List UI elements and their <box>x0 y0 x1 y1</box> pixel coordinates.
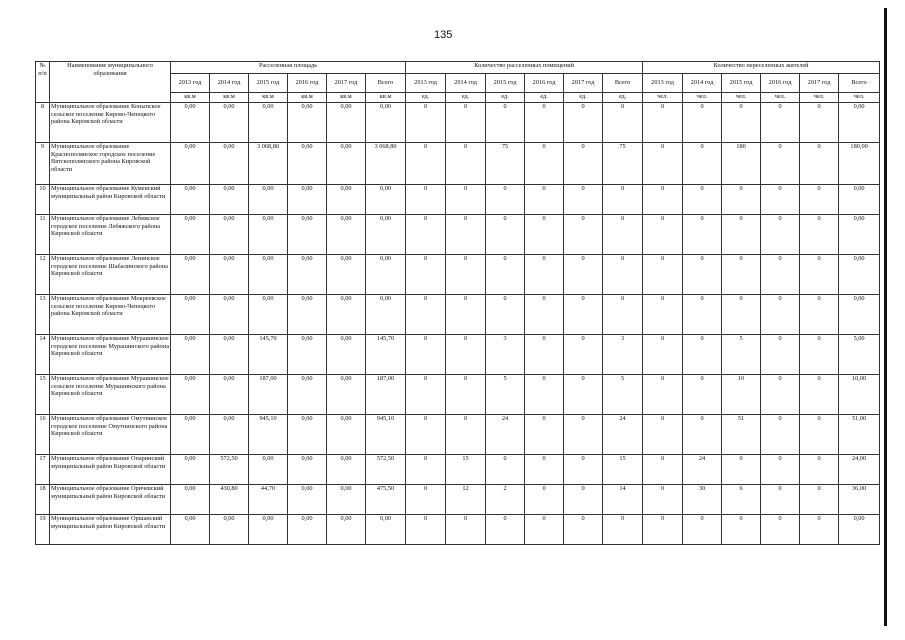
row-number: 8 <box>36 103 50 143</box>
people-cell: 0 <box>800 185 839 215</box>
people-cell: 180,00 <box>839 143 880 185</box>
area-cell: 0,00 <box>171 375 210 415</box>
row-number: 16 <box>36 415 50 455</box>
header-year-area: Всего <box>366 74 406 93</box>
row-number: 15 <box>36 375 50 415</box>
header-unit-rooms: ед. <box>603 93 643 103</box>
rooms-cell: 0 <box>406 375 446 415</box>
row-number: 11 <box>36 215 50 255</box>
people-cell: 0 <box>683 335 722 375</box>
rooms-cell: 5 <box>486 375 525 415</box>
municipality-name: Муниципальное образование Лебяжское городское поселение Лебяжского района Кировской области <box>50 215 171 255</box>
rooms-cell: 0 <box>406 185 446 215</box>
table-row <box>36 455 880 485</box>
rooms-cell: 0 <box>486 515 525 545</box>
header-year-area: 2014 год <box>210 74 249 93</box>
table-row <box>36 215 880 255</box>
people-cell: 0 <box>643 103 683 143</box>
people-cell: 0 <box>683 255 722 295</box>
rooms-cell: 0 <box>525 185 564 215</box>
people-cell: 0 <box>683 215 722 255</box>
area-cell: 0,00 <box>327 185 366 215</box>
rooms-cell: 0 <box>486 255 525 295</box>
area-cell: 0,00 <box>210 215 249 255</box>
people-cell: 0 <box>800 143 839 185</box>
area-cell: 0,00 <box>210 515 249 545</box>
rooms-cell: 0 <box>486 295 525 335</box>
rooms-cell: 24 <box>603 415 643 455</box>
rooms-cell: 0 <box>446 215 486 255</box>
people-cell: 0 <box>722 185 761 215</box>
rooms-cell: 0 <box>525 295 564 335</box>
people-cell: 0 <box>800 415 839 455</box>
area-cell: 0,00 <box>288 295 327 335</box>
header-unit-people: чел. <box>722 93 761 103</box>
area-cell: 0,00 <box>210 143 249 185</box>
area-cell: 0,00 <box>366 295 406 335</box>
rooms-cell: 75 <box>603 143 643 185</box>
people-cell: 24,00 <box>839 455 880 485</box>
header-unit-people: чел. <box>839 93 880 103</box>
municipality-name: Муниципальное образование Краснополянское городское поселение Вятскополянского района Кировской области <box>50 143 171 185</box>
rooms-cell: 3 <box>486 335 525 375</box>
header-group-rooms: Количество расселенных помещений <box>406 62 643 74</box>
area-cell: 0,00 <box>171 143 210 185</box>
area-cell: 0,00 <box>249 103 288 143</box>
rooms-cell: 0 <box>564 143 603 185</box>
municipality-name: Муниципальное образование Омутнинское городское поселение Омутнинского района Кировской области <box>50 415 171 455</box>
area-cell: 945,10 <box>249 415 288 455</box>
area-cell: 0,00 <box>327 215 366 255</box>
area-cell: 0,00 <box>210 185 249 215</box>
area-cell: 0,00 <box>210 335 249 375</box>
area-cell: 44,70 <box>249 485 288 515</box>
area-cell: 0,00 <box>210 103 249 143</box>
people-cell: 36,00 <box>839 485 880 515</box>
people-cell: 0 <box>683 143 722 185</box>
resettlement-table <box>35 61 880 545</box>
header-unit-area: кв.м <box>327 93 366 103</box>
area-cell: 0,00 <box>210 295 249 335</box>
header-year-area: 2016 год <box>288 74 327 93</box>
people-cell: 0 <box>643 415 683 455</box>
rooms-cell: 0 <box>564 295 603 335</box>
rooms-cell: 0 <box>446 185 486 215</box>
people-cell: 0 <box>800 375 839 415</box>
rooms-cell: 0 <box>486 103 525 143</box>
table-row <box>36 485 880 515</box>
rooms-cell: 0 <box>525 335 564 375</box>
people-cell: 0 <box>761 255 800 295</box>
area-cell: 0,00 <box>288 485 327 515</box>
rooms-cell: 75 <box>486 143 525 185</box>
rooms-cell: 0 <box>603 255 643 295</box>
header-year-people: Всего <box>839 74 880 93</box>
people-cell: 0 <box>800 515 839 545</box>
header-unit-rooms: ед. <box>406 93 446 103</box>
area-cell: 0,00 <box>288 455 327 485</box>
area-cell: 572,50 <box>210 455 249 485</box>
rooms-cell: 0 <box>525 255 564 295</box>
people-cell: 0 <box>761 215 800 255</box>
header-year-people: 2016 год <box>761 74 800 93</box>
people-cell: 0 <box>643 375 683 415</box>
row-number: 19 <box>36 515 50 545</box>
rooms-cell: 0 <box>525 215 564 255</box>
people-cell: 24 <box>683 455 722 485</box>
row-number: 9 <box>36 143 50 185</box>
rooms-cell: 2 <box>486 485 525 515</box>
header-unit-people: чел. <box>800 93 839 103</box>
people-cell: 0 <box>643 295 683 335</box>
municipality-name: Муниципальное образование Мурашинское сельское поселение Мурашинского района Кировской области <box>50 375 171 415</box>
header-unit-rooms: ед. <box>446 93 486 103</box>
area-cell: 0,00 <box>288 415 327 455</box>
rooms-cell: 0 <box>564 485 603 515</box>
rooms-cell: 0 <box>525 375 564 415</box>
rooms-cell: 0 <box>525 455 564 485</box>
rooms-cell: 0 <box>564 255 603 295</box>
area-cell: 0,00 <box>171 215 210 255</box>
people-cell: 0 <box>800 485 839 515</box>
header-year-people: 2013 год <box>643 74 683 93</box>
row-number: 18 <box>36 485 50 515</box>
header-unit-rooms: ед. <box>486 93 525 103</box>
rooms-cell: 0 <box>406 415 446 455</box>
page-edge-bar <box>884 8 887 626</box>
municipality-name: Муниципальное образование Куменский муниципальный район Кировской области <box>50 185 171 215</box>
people-cell: 0 <box>800 455 839 485</box>
rooms-cell: 0 <box>446 255 486 295</box>
row-number: 17 <box>36 455 50 485</box>
header-unit-area: кв.м <box>366 93 406 103</box>
rooms-cell: 15 <box>446 455 486 485</box>
people-cell: 0 <box>761 415 800 455</box>
header-name: Наименование муниципального образования <box>50 62 171 103</box>
people-cell: 0 <box>683 103 722 143</box>
rooms-cell: 0 <box>406 455 446 485</box>
area-cell: 0,00 <box>288 215 327 255</box>
rooms-cell: 0 <box>486 215 525 255</box>
area-cell: 0,00 <box>327 485 366 515</box>
rooms-cell: 0 <box>486 455 525 485</box>
header-unit-people: чел. <box>643 93 683 103</box>
area-cell: 0,00 <box>210 255 249 295</box>
rooms-cell: 0 <box>446 415 486 455</box>
rooms-cell: 0 <box>564 335 603 375</box>
header-year-area: 2017 год <box>327 74 366 93</box>
area-cell: 187,00 <box>366 375 406 415</box>
people-cell: 51 <box>722 415 761 455</box>
people-cell: 0 <box>722 103 761 143</box>
row-number: 13 <box>36 295 50 335</box>
area-cell: 475,50 <box>366 485 406 515</box>
area-cell: 0,00 <box>288 103 327 143</box>
header-year-rooms: 2016 год <box>525 74 564 93</box>
area-cell: 0,00 <box>288 185 327 215</box>
people-cell: 0 <box>643 515 683 545</box>
area-cell: 0,00 <box>249 215 288 255</box>
municipality-name: Муниципальное образование Коныпское сельское поселение Кирово-Чепецкого района Кировской области <box>50 103 171 143</box>
area-cell: 0,00 <box>171 515 210 545</box>
area-cell: 0,00 <box>366 215 406 255</box>
row-number: 12 <box>36 255 50 295</box>
rooms-cell: 0 <box>564 375 603 415</box>
area-cell: 0,00 <box>366 255 406 295</box>
header-year-rooms: Всего <box>603 74 643 93</box>
header-year-people: 2017 год <box>800 74 839 93</box>
rooms-cell: 0 <box>406 485 446 515</box>
rooms-cell: 0 <box>564 185 603 215</box>
people-cell: 0 <box>761 185 800 215</box>
area-cell: 0,00 <box>327 515 366 545</box>
rooms-cell: 0 <box>525 415 564 455</box>
people-cell: 0 <box>761 143 800 185</box>
page-number: 135 <box>434 29 453 41</box>
rooms-cell: 24 <box>486 415 525 455</box>
people-cell: 0 <box>800 103 839 143</box>
people-cell: 0,00 <box>839 103 880 143</box>
area-cell: 0,00 <box>171 103 210 143</box>
rooms-cell: 0 <box>406 215 446 255</box>
header-year-rooms: 2015 год <box>486 74 525 93</box>
people-cell: 0,00 <box>839 215 880 255</box>
area-cell: 0,00 <box>288 255 327 295</box>
people-cell: 0 <box>761 103 800 143</box>
area-cell: 3 068,80 <box>366 143 406 185</box>
header-unit-area: кв.м <box>171 93 210 103</box>
area-cell: 0,00 <box>327 455 366 485</box>
rooms-cell: 0 <box>406 335 446 375</box>
people-cell: 5,00 <box>839 335 880 375</box>
table-row <box>36 143 880 185</box>
people-cell: 0 <box>722 295 761 335</box>
rooms-cell: 0 <box>406 515 446 545</box>
people-cell: 10,00 <box>839 375 880 415</box>
people-cell: 0,00 <box>839 295 880 335</box>
rooms-cell: 0 <box>603 103 643 143</box>
rooms-cell: 0 <box>406 295 446 335</box>
people-cell: 180 <box>722 143 761 185</box>
header-year-rooms: 2017 год <box>564 74 603 93</box>
header-group-area: Расселенная площадь <box>171 62 406 74</box>
table-row <box>36 103 880 143</box>
area-cell: 0,00 <box>171 415 210 455</box>
people-cell: 0,00 <box>839 515 880 545</box>
rooms-cell: 3 <box>603 335 643 375</box>
table-row <box>36 185 880 215</box>
rooms-cell: 0 <box>603 295 643 335</box>
header-year-people: 2015 год <box>722 74 761 93</box>
header-unit-rooms: ед. <box>564 93 603 103</box>
rooms-cell: 0 <box>446 143 486 185</box>
header-year-rooms: 2013 год <box>406 74 446 93</box>
area-cell: 0,00 <box>327 143 366 185</box>
area-cell: 430,80 <box>210 485 249 515</box>
header-group-people: Количество переселенных жителей <box>643 62 880 74</box>
people-cell: 0 <box>643 455 683 485</box>
people-cell: 0,00 <box>839 255 880 295</box>
rooms-cell: 0 <box>486 185 525 215</box>
area-cell: 0,00 <box>366 185 406 215</box>
municipality-name: Муниципальное образование Мурашинское городское поселение Мурашинского района Кировской области <box>50 335 171 375</box>
people-cell: 0 <box>643 255 683 295</box>
row-number: 14 <box>36 335 50 375</box>
area-cell: 0,00 <box>327 335 366 375</box>
people-cell: 6 <box>722 485 761 515</box>
area-cell: 0,00 <box>171 455 210 485</box>
header-no: № п/п <box>36 62 50 103</box>
municipality-name: Муниципальное образование Оричевский муниципальный район Кировской области <box>50 485 171 515</box>
people-cell: 0 <box>800 215 839 255</box>
rooms-cell: 0 <box>446 103 486 143</box>
header-unit-people: чел. <box>761 93 800 103</box>
header-year-area: 2015 год <box>249 74 288 93</box>
area-cell: 0,00 <box>288 143 327 185</box>
area-cell: 572,50 <box>366 455 406 485</box>
people-cell: 0 <box>761 455 800 485</box>
area-cell: 0,00 <box>210 415 249 455</box>
people-cell: 0 <box>800 335 839 375</box>
people-cell: 0 <box>643 335 683 375</box>
area-cell: 187,00 <box>249 375 288 415</box>
people-cell: 0 <box>683 295 722 335</box>
row-number: 10 <box>36 185 50 215</box>
header-year-people: 2014 год <box>683 74 722 93</box>
area-cell: 0,00 <box>327 375 366 415</box>
municipality-name: Муниципальное образование Мокреевское сельское поселение Кирово-Чепецкого района Кировской области <box>50 295 171 335</box>
area-cell: 145,70 <box>249 335 288 375</box>
area-cell: 0,00 <box>288 515 327 545</box>
rooms-cell: 0 <box>406 143 446 185</box>
rooms-cell: 0 <box>603 215 643 255</box>
people-cell: 0 <box>800 295 839 335</box>
header-unit-people: чел. <box>683 93 722 103</box>
people-cell: 0 <box>683 375 722 415</box>
rooms-cell: 0 <box>564 455 603 485</box>
area-cell: 0,00 <box>249 185 288 215</box>
rooms-cell: 0 <box>564 215 603 255</box>
rooms-cell: 0 <box>525 143 564 185</box>
area-cell: 3 068,80 <box>249 143 288 185</box>
people-cell: 0 <box>643 185 683 215</box>
people-cell: 0 <box>722 455 761 485</box>
header-unit-area: кв.м <box>249 93 288 103</box>
area-cell: 0,00 <box>171 255 210 295</box>
area-cell: 0,00 <box>171 295 210 335</box>
rooms-cell: 0 <box>564 415 603 455</box>
table-row <box>36 255 880 295</box>
people-cell: 0 <box>761 295 800 335</box>
table-row <box>36 375 880 415</box>
table-row <box>36 335 880 375</box>
area-cell: 945,10 <box>366 415 406 455</box>
rooms-cell: 0 <box>525 103 564 143</box>
area-cell: 0,00 <box>249 515 288 545</box>
rooms-cell: 0 <box>446 335 486 375</box>
people-cell: 0 <box>722 255 761 295</box>
area-cell: 0,00 <box>171 185 210 215</box>
header-year-rooms: 2014 год <box>446 74 486 93</box>
municipality-name: Муниципальное образование Оршанский муниципальный район Кировской области <box>50 515 171 545</box>
header-year-area: 2013 год <box>171 74 210 93</box>
area-cell: 0,00 <box>327 415 366 455</box>
rooms-cell: 0 <box>603 185 643 215</box>
rooms-cell: 14 <box>603 485 643 515</box>
people-cell: 0 <box>722 215 761 255</box>
table-row <box>36 415 880 455</box>
rooms-cell: 0 <box>446 375 486 415</box>
rooms-cell: 0 <box>406 103 446 143</box>
area-cell: 0,00 <box>366 103 406 143</box>
people-cell: 0 <box>761 515 800 545</box>
header-unit-area: кв.м <box>210 93 249 103</box>
rooms-cell: 0 <box>406 255 446 295</box>
table-row <box>36 295 880 335</box>
people-cell: 0 <box>683 185 722 215</box>
municipality-name: Муниципальное образование Ленинское городское поселение Шабалинского района Кировской области <box>50 255 171 295</box>
rooms-cell: 5 <box>603 375 643 415</box>
rooms-cell: 0 <box>603 515 643 545</box>
table-row <box>36 515 880 545</box>
area-cell: 0,00 <box>249 255 288 295</box>
area-cell: 0,00 <box>249 295 288 335</box>
area-cell: 0,00 <box>366 515 406 545</box>
people-cell: 0 <box>761 485 800 515</box>
people-cell: 0 <box>683 515 722 545</box>
municipality-name: Муниципальное образование Опаринский муниципальный район Кировской области <box>50 455 171 485</box>
area-cell: 0,00 <box>171 335 210 375</box>
area-cell: 0,00 <box>327 255 366 295</box>
rooms-cell: 0 <box>525 485 564 515</box>
people-cell: 0 <box>683 415 722 455</box>
people-cell: 0 <box>722 515 761 545</box>
people-cell: 5 <box>722 335 761 375</box>
rooms-cell: 0 <box>525 515 564 545</box>
people-cell: 51,00 <box>839 415 880 455</box>
area-cell: 0,00 <box>171 485 210 515</box>
people-cell: 10 <box>722 375 761 415</box>
area-cell: 0,00 <box>210 375 249 415</box>
rooms-cell: 0 <box>564 103 603 143</box>
people-cell: 0 <box>800 255 839 295</box>
area-cell: 145,70 <box>366 335 406 375</box>
people-cell: 0,00 <box>839 185 880 215</box>
people-cell: 0 <box>761 375 800 415</box>
area-cell: 0,00 <box>288 335 327 375</box>
area-cell: 0,00 <box>327 103 366 143</box>
rooms-cell: 0 <box>446 295 486 335</box>
people-cell: 0 <box>643 215 683 255</box>
rooms-cell: 0 <box>446 515 486 545</box>
people-cell: 30 <box>683 485 722 515</box>
header-unit-rooms: ед. <box>525 93 564 103</box>
area-cell: 0,00 <box>249 455 288 485</box>
people-cell: 0 <box>643 485 683 515</box>
header-unit-area: кв.м <box>288 93 327 103</box>
rooms-cell: 12 <box>446 485 486 515</box>
people-cell: 0 <box>643 143 683 185</box>
rooms-cell: 15 <box>603 455 643 485</box>
area-cell: 0,00 <box>327 295 366 335</box>
people-cell: 0 <box>761 335 800 375</box>
area-cell: 0,00 <box>288 375 327 415</box>
rooms-cell: 0 <box>564 515 603 545</box>
